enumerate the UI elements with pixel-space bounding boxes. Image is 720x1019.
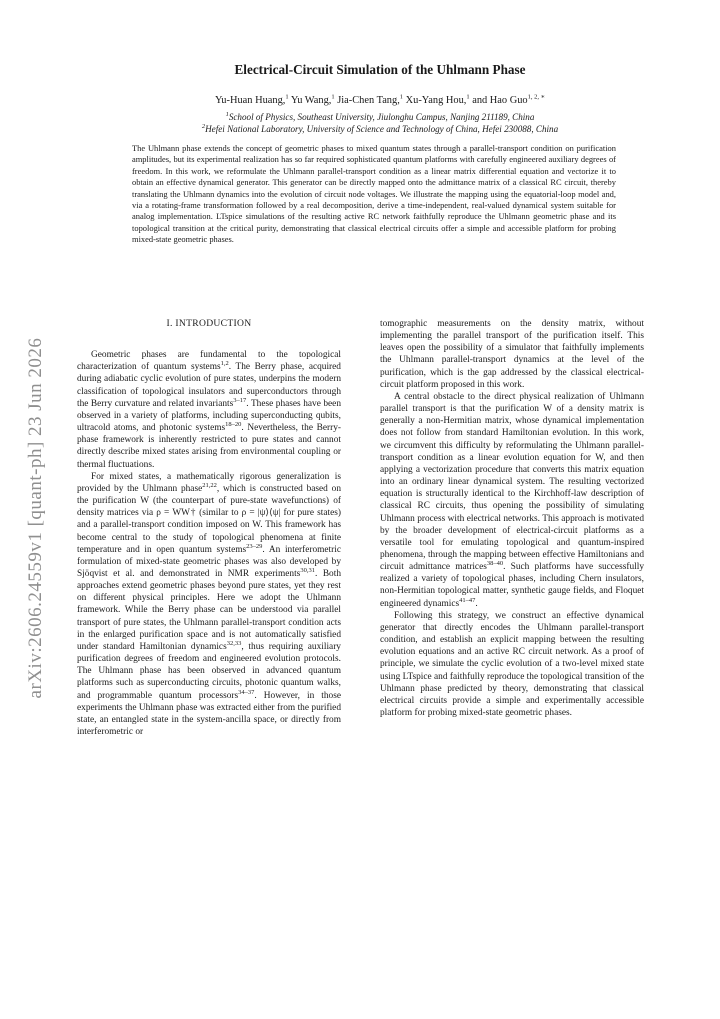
author-name: Jia-Chen Tang, [334,95,400,106]
author-list [100,95,660,106]
citation: 21,22 [202,481,217,489]
citation: 18–20 [225,420,242,428]
arxiv-sidebar [18,318,54,718]
affiliation-mark: 1 [331,93,335,101]
author-name: Xu-Yang Hou, [403,95,467,106]
abstract: The Uhlmann phase extends the concept of geometric phases to mixed quantum states through a parallel-transport condition on purification amplitudes, but its experimental realization has so far required sophisticated quantum platforms with carefully engineered auxiliary degrees of freedom. In this work, we reformulate the Uhlmann parallel-transport condition as a linear matrix differential equation and vectorize it to obtain an effective dynamical generator. This generator can be directly mapped onto the admittance matrix of a classical RC circuit, thereby translating the Uhlmann dynamics into the evolution of circuit node voltages. We illustrate the mapping using the equatorial-loop model and, via a rotating-frame transformation followed by a real decomposition, derive a time-independent, real-valued dynamical system suitable for analog implementation. LTspice simulations of the resulting active RC network faithfully reproduce the Uhlmann geometric phase and its topological transition at the critical purity, demonstrating that classical electrical circuits offer a simple and accessible platform for probing mixed-state geometric phases. [132,143,616,245]
paragraph: For mixed states, a mathematically rigorous generalization is provided by the Uhlmann phase$^{21,22}$, which is constructed based on the purification W (the counterpart of pure-state wavefunctions) of density matrices via ρ = WW† (similar to ρ = |ψ⟩⟨ψ| for pure states) and a parallel-transport condition imposed on W. This framework has become central to the study of topological phenomena at finite temperature and in open quantum systems$^{23-29}$. An interferometric formulation of mixed-state geometric phases was also developed by Sjöqvist et al. and demonstrated in NMR experiments$^{30,31}$. Both approaches extend geometric phases beyond pure states, yet they rest on different physical principles. Here we adopt the Uhlmann framework. While the Berry phase can be understood via parallel transport of pure states, the Uhlmann parallel-transport condition acts in the enlarged purification space and is not automatically satisfied under standard Hamiltonian dynamics$^{32,33}$, thus requiring auxiliary purification degrees of freedom and engineered evolution protocols. The Uhlmann phase has been observed in advanced quantum platforms such as superconducting circuits, photonic quantum walks, and programmable quantum processors$^{34-37}$. However, in those experiments the Uhlmann phase was extracted either from the purified state, an entangled state in the system-ancilla space, or directly from interferometric or [77,471,342,737]
affiliation-1 [100,112,660,122]
paper-title: Electrical-Circuit Simulation of the Uhlmann Phase [234,62,526,77]
section-heading: I. INTRODUCTION [166,318,252,329]
affiliation-mark: 1 [466,93,470,101]
author-name: Yu-Huan Huang, [214,95,286,106]
author-name: and Hao Guo [469,95,528,106]
citation: 38–40 [486,560,504,568]
paragraph: A central obstacle to the direct physical realization of Uhlmann parallel transport is that the purification W of a density matrix is generally a non-Hermitian matrix, whose dynamical implementation does not follow from standard Hamiltonian evolution. In this work, we circumvent this difficulty by reformulating the Uhlmann parallel-transport condition as a linear evolution equation for W, and then applying a vectorization procedure that converts this matrix equation into an ordinary linear dynamical system. The resulting vectorized equation is structurally identical to the Kirchhoff-law description of classical RC circuits, thus opening the possibility of simulating Uhlmann process with electrical networks. This approach is motivated by the broader development of electrical-circuit platforms as a versatile tool for emulating topological and quantum-inspired phenomena, through the mapping between effective Hamiltonians and circuit admittance matrices$^{38-40}$. Such platforms have successfully realized a variety of topological phases, including Chern insulators, non-Hermitian topological matter, synthetic gauge fields, and Floquet engineered dynamics$^{41-47}$. [380,391,644,609]
author-name: Yu Wang, [288,95,332,106]
affiliation-mark: 2 [201,122,206,130]
arxiv-identifier: arXiv:2606.24559v1 [quant-ph] 23 Jun 2026 [25,337,46,699]
citation: 34–37 [238,688,255,696]
affiliation-mark: 1 [225,110,229,118]
left-column [77,318,341,738]
citation: 3–17 [233,396,247,404]
citation: 41–47 [459,596,476,604]
right-column [380,318,644,719]
paragraph: Geometric phases are fundamental to the topological characterization of quantum systems$^{1,2}$. The Berry phase, acquired during adiabatic cyclic evolution of pure states, underpins the modern classification of topological insulators and superconductors through the Berry curvature and related invariants$^{3-17}$. These phases have been observed in a variety of platforms, including superconducting qubits, ultracold atoms, and photonic systems$^{18-20}$. Nevertheless, the Berry-phase framework is inherently restricted to pure states and cannot directly describe mixed states arising from environmental coupling or thermal fluctuations. [77,350,341,470]
paragraph: Following this strategy, we construct an effective dynamical generator that directly encodes the Uhlmann parallel-transport condition, and establish an explicit mapping between the resulting evolution equations and an active RC circuit network. As a proof of principle, we simulate the cyclic evolution of a two-level mixed state using LTspice and faithfully reproduce the topological transition of the Uhlmann phase predicted by theory, demonstrating that classical electrical circuits provide a simple and experimentally accessible platform for probing mixed-state geometric phases. [380,610,644,718]
affiliation-mark: 1 [399,93,404,101]
citation: 30,31 [300,566,315,574]
affiliation-mark: 1, 2, ∗ [527,93,546,101]
affiliation-2 [100,124,660,134]
affiliation-text: School of Physics, Southeast University, Jiulonghu Campus, Nanjing 211189, China [228,112,535,122]
citation: 1,2 [220,360,229,368]
citation: 23–29 [246,542,263,550]
paragraph: tomographic measurements on the density matrix, without implementing the parallel transport of the purification itself. This leaves open the possibility of a simulator that faithfully implements the Uhlmann parallel-transport dynamics at the level of the purification, which is the gap addressed by the classical electrical-circuit platform proposed in this work. [380,319,644,390]
affiliation-mark: 1 [285,93,289,101]
affiliation-text: Hefei National Laboratory, University of Science and Technology of China, Hefei 230088, China [205,124,559,134]
citation: 32,33 [226,639,242,647]
